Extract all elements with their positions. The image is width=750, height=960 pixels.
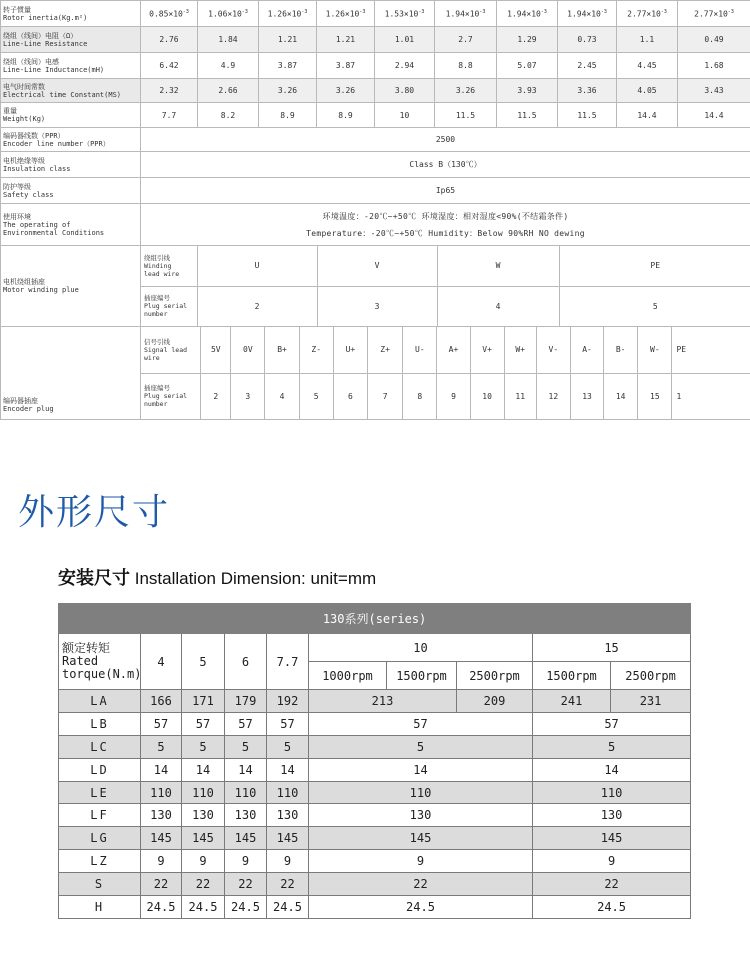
dim-cell: 24.5 [225, 896, 267, 919]
dim-cell: 9 [141, 850, 182, 873]
dim-cell: 9 [267, 850, 309, 873]
row-safety [1, 178, 750, 204]
encoder-wire-cell: 0V [231, 327, 265, 373]
dimension-table [58, 603, 691, 919]
encoder-plug-number: 4 [265, 373, 299, 419]
time-constant-label: 电气时间常数 Electrical time Constant(MS) [1, 79, 141, 103]
weight-cell: 7.7 [141, 103, 198, 128]
encoder-plug-number: 15 [638, 373, 672, 419]
dim-cell: 57 [309, 712, 533, 735]
rpm-cell: 2500rpm [457, 662, 533, 690]
dim-row-label: LE [59, 781, 141, 804]
weight-cell: 8.2 [198, 103, 259, 128]
encoder-wire-cell: W+ [504, 327, 536, 373]
rotor-inertia-cell: $2.77\times 10^{-3}$ [678, 1, 750, 27]
resistance-cell: 0.49 [678, 27, 750, 53]
dim-row-label: H [59, 896, 141, 919]
dim-cell: 145 [309, 827, 533, 850]
subtitle-zh: 安装尺寸 [58, 568, 130, 589]
dim-cell: 241 [533, 690, 611, 713]
encoder-plug-number: 2 [201, 373, 231, 419]
weight-label: 重量 Weight(Kg) [1, 103, 141, 128]
safety-value: Ip65 [141, 178, 750, 204]
dim-cell: 14 [141, 758, 182, 781]
time-constant-cell: 3.26 [259, 79, 317, 103]
dim-row-LZ [59, 850, 691, 873]
dim-cell: 110 [309, 781, 533, 804]
dim-cell: 179 [225, 690, 267, 713]
dim-cell: 5 [141, 735, 182, 758]
encoder-plug-number: 14 [604, 373, 638, 419]
torque-cell: 5 [182, 634, 225, 690]
time-constant-cell: 3.26 [317, 79, 375, 103]
resistance-cell: 1.01 [375, 27, 435, 53]
dim-cell: 9 [225, 850, 267, 873]
encoder-wire-cell: A- [570, 327, 603, 373]
motor-plug-label: 电机绕组插座 Motor winding plue [1, 246, 141, 327]
weight-cell: 10 [375, 103, 435, 128]
encoder-plug-number: 1 [672, 373, 750, 419]
time-constant-cell: 3.80 [375, 79, 435, 103]
dim-cell: 24.5 [182, 896, 225, 919]
motor-plug-number: 5 [559, 286, 750, 326]
dim-cell: 110 [225, 781, 267, 804]
dim-row-label: LB [59, 712, 141, 735]
dim-cell: 130 [533, 804, 691, 827]
dim-cell: 171 [182, 690, 225, 713]
dim-cell: 5 [309, 735, 533, 758]
encoder-wire-cell: V+ [470, 327, 504, 373]
encoder-plug-serial-label: 插座编号 Plug serial number [141, 373, 201, 419]
environment-value [141, 204, 750, 246]
dim-cell: 14 [182, 758, 225, 781]
row-motor-plug [1, 246, 750, 327]
dim-cell: 57 [141, 712, 182, 735]
time-constant-cell: 2.32 [141, 79, 198, 103]
dim-cell: 24.5 [533, 896, 691, 919]
dimension-rows [59, 712, 691, 918]
time-constant-cell: 4.05 [617, 79, 678, 103]
dim-cell: 110 [267, 781, 309, 804]
dim-row-label: S [59, 873, 141, 896]
motor-plug-number: 4 [437, 286, 559, 326]
dim-cell: 5 [533, 735, 691, 758]
rpm-cell: 2500rpm [611, 662, 691, 690]
encoder-wire-row [141, 327, 750, 373]
dim-cell: 130 [309, 804, 533, 827]
dim-cell: 5 [267, 735, 309, 758]
encoder-plug-number: 11 [504, 373, 536, 419]
encoder-lines-label: 编码器线数（PPR） Encoder line number（PPR） [1, 128, 141, 152]
dim-cell: 14 [533, 758, 691, 781]
rotor-inertia-cell: $2.77\times 10^{-3}$ [617, 1, 678, 27]
dim-row-LC [59, 735, 691, 758]
encoder-wire-cell: B- [604, 327, 638, 373]
resistance-cell: 1.29 [497, 27, 558, 53]
encoder-plug-number: 10 [470, 373, 504, 419]
dim-cell: 192 [267, 690, 309, 713]
encoder-wire-cell: U+ [333, 327, 367, 373]
resistance-cell: 1.84 [198, 27, 259, 53]
encoder-number-row [141, 373, 750, 419]
inductance-label: 绕组（线间）电感 Line-Line Inductance(mH) [1, 53, 141, 79]
row-insulation [1, 152, 750, 178]
weight-cell: 11.5 [558, 103, 617, 128]
encoder-plug-number: 7 [367, 373, 402, 419]
dim-row-LD [59, 758, 691, 781]
encoder-plug-number: 8 [403, 373, 437, 419]
motor-wire-cell: V [317, 246, 437, 286]
inductance-cell: 3.87 [259, 53, 317, 79]
dim-row-H [59, 896, 691, 919]
dim-cell: 130 [141, 804, 182, 827]
encoder-plug-number: 9 [437, 373, 470, 419]
rpm-cell: 1000rpm [309, 662, 387, 690]
encoder-wire-cell: 5V [201, 327, 231, 373]
signal-lead-label: 信号引线 Signal lead wire [141, 327, 201, 373]
dim-row-label: LA [59, 690, 141, 713]
motor-wire-cell: U [197, 246, 317, 286]
dim-cell: 14 [267, 758, 309, 781]
dim-row-label: LD [59, 758, 141, 781]
time-constant-cell: 3.43 [678, 79, 750, 103]
weight-cell: 8.9 [259, 103, 317, 128]
encoder-plug-number: 12 [536, 373, 570, 419]
dim-cell: 231 [611, 690, 691, 713]
dim-cell: 145 [225, 827, 267, 850]
dim-cell: 110 [141, 781, 182, 804]
dim-cell: 213 [309, 690, 457, 713]
rated-torque-label: 额定转矩 Rated torque(N.m) [59, 634, 141, 690]
dim-cell: 166 [141, 690, 182, 713]
row-time-constant [1, 79, 750, 103]
resistance-cell: 2.76 [141, 27, 198, 53]
dim-row-LE [59, 781, 691, 804]
encoder-wire-cell: W- [638, 327, 672, 373]
rotor-inertia-cell: $1.94\times 10^{-3}$ [435, 1, 497, 27]
dim-cell: 22 [225, 873, 267, 896]
dim-cell: 9 [182, 850, 225, 873]
resistance-cell: 1.21 [317, 27, 375, 53]
rotor-inertia-cell: $1.06\times 10^{-3}$ [198, 1, 259, 27]
environment-line-zh: 环境温度：-20℃~+50℃ 环境湿度：相对湿度<90%(不结霜条件) [322, 211, 569, 221]
dim-cell: 209 [457, 690, 533, 713]
dim-cell: 9 [309, 850, 533, 873]
dim-cell: 5 [225, 735, 267, 758]
insulation-value: Class B（130℃） [141, 152, 750, 178]
time-constant-cell: 3.26 [435, 79, 497, 103]
inductance-cell: 6.42 [141, 53, 198, 79]
subtitle-en: Installation Dimension: unit=mm [130, 569, 377, 588]
encoder-wire-cell: B+ [265, 327, 299, 373]
inductance-cell: 4.9 [198, 53, 259, 79]
inductance-cell: 4.45 [617, 53, 678, 79]
rotor-inertia-cell: $1.26\times 10^{-3}$ [259, 1, 317, 27]
encoder-plug-number: 3 [231, 373, 265, 419]
dim-row-label: LG [59, 827, 141, 850]
inductance-cell: 2.94 [375, 53, 435, 79]
torque-cell: 10 [309, 634, 533, 662]
dim-cell: 22 [309, 873, 533, 896]
dim-cell: 145 [267, 827, 309, 850]
dim-cell: 24.5 [309, 896, 533, 919]
spec-table [0, 0, 750, 420]
environment-label: 使用环境 The operating of Environmental Conditions [1, 204, 141, 246]
rotor-inertia-cell: $1.94\times 10^{-3}$ [558, 1, 617, 27]
rpm-cell: 1500rpm [387, 662, 457, 690]
encoder-wire-cell: PE [672, 327, 750, 373]
dim-row-LF [59, 804, 691, 827]
dim-cell: 9 [533, 850, 691, 873]
dim-cell: 22 [267, 873, 309, 896]
dim-row-label: LZ [59, 850, 141, 873]
dim-row-LA [59, 690, 691, 713]
weight-cell: 11.5 [435, 103, 497, 128]
insulation-label: 电机绝缘等级 Insulation class [1, 152, 141, 178]
torque-header-row [59, 634, 691, 662]
section-title: 外形尺寸 [18, 492, 171, 533]
row-resistance [1, 27, 750, 53]
dim-cell: 110 [533, 781, 691, 804]
weight-cell: 14.4 [617, 103, 678, 128]
inductance-cell: 5.07 [497, 53, 558, 79]
inductance-cell: 8.8 [435, 53, 497, 79]
dim-cell: 24.5 [267, 896, 309, 919]
resistance-cell: 1.21 [259, 27, 317, 53]
row-weight [1, 103, 750, 128]
encoder-plug-number: 5 [299, 373, 333, 419]
dim-row-S [59, 873, 691, 896]
dim-cell: 22 [182, 873, 225, 896]
resistance-cell: 1.1 [617, 27, 678, 53]
dim-cell: 57 [182, 712, 225, 735]
resistance-cell: 0.73 [558, 27, 617, 53]
dim-cell: 145 [182, 827, 225, 850]
encoder-plug-number: 6 [333, 373, 367, 419]
torque-cell: 4 [141, 634, 182, 690]
dim-cell: 145 [141, 827, 182, 850]
encoder-wire-cell: Z- [299, 327, 333, 373]
series-header: 130系列(series) [59, 604, 691, 634]
dim-cell: 5 [182, 735, 225, 758]
motor-wire-cell: PE [559, 246, 750, 286]
inductance-cell: 2.45 [558, 53, 617, 79]
rotor-inertia-cell: $1.26\times 10^{-3}$ [317, 1, 375, 27]
encoder-plug-number: 13 [570, 373, 603, 419]
rotor-inertia-cell: $1.53\times 10^{-3}$ [375, 1, 435, 27]
encoder-wire-cell: A+ [437, 327, 470, 373]
torque-cell: 7.7 [267, 634, 309, 690]
row-inductance [1, 53, 750, 79]
motor-plug-number: 3 [317, 286, 437, 326]
rotor-inertia-cell: $0.85\times 10^{-3}$ [141, 1, 198, 27]
torque-cell: 6 [225, 634, 267, 690]
row-encoder-lines [1, 128, 750, 152]
rotor-inertia-label: 转子惯量 Rotor inertia(Kg.m²) [1, 1, 141, 27]
rotor-inertia-cell: $1.94\times 10^{-3}$ [497, 1, 558, 27]
motor-plug-number: 2 [197, 286, 317, 326]
series-header-row [59, 604, 691, 634]
inductance-cell: 3.87 [317, 53, 375, 79]
dim-row-label: LF [59, 804, 141, 827]
row-rotor-inertia [1, 1, 750, 27]
dim-cell: 22 [141, 873, 182, 896]
dim-cell: 22 [533, 873, 691, 896]
dim-cell: 57 [267, 712, 309, 735]
dim-row-LB [59, 712, 691, 735]
installation-dimension-title [58, 564, 376, 590]
row-encoder-plug [1, 327, 750, 420]
encoder-lines-value: 2500 [141, 128, 750, 152]
resistance-label: 绕组（线间）电阻（Ω） Line-Line Resistance [1, 27, 141, 53]
winding-lead-label: 绕组引线 Winding lead wire [141, 246, 197, 286]
encoder-wire-cell: Z+ [367, 327, 402, 373]
dim-cell: 57 [533, 712, 691, 735]
resistance-cell: 2.7 [435, 27, 497, 53]
dim-cell: 130 [267, 804, 309, 827]
weight-cell: 14.4 [678, 103, 750, 128]
dim-row-LG [59, 827, 691, 850]
environment-line-en: Temperature：-20℃~+50℃ Humidity：Below 90%RH NO dewing [306, 228, 585, 238]
safety-label: 防护等级 Safety class [1, 178, 141, 204]
rpm-cell: 1500rpm [533, 662, 611, 690]
dim-cell: 24.5 [141, 896, 182, 919]
dim-cell: 130 [182, 804, 225, 827]
torque-cell: 15 [533, 634, 691, 662]
weight-cell: 8.9 [317, 103, 375, 128]
dim-row-label: LC [59, 735, 141, 758]
time-constant-cell: 2.66 [198, 79, 259, 103]
dim-cell: 14 [309, 758, 533, 781]
encoder-plug-grid [141, 327, 750, 420]
dim-cell: 110 [182, 781, 225, 804]
time-constant-cell: 3.93 [497, 79, 558, 103]
dim-cell: 130 [225, 804, 267, 827]
encoder-wire-cell: U- [403, 327, 437, 373]
row-environment [1, 204, 750, 246]
motor-plug-serial-label: 插座编号 Plug serial number [141, 286, 197, 326]
encoder-plug-label: 编码器插座 Encoder plug [1, 327, 141, 420]
time-constant-cell: 3.36 [558, 79, 617, 103]
inductance-cell: 1.68 [678, 53, 750, 79]
weight-cell: 11.5 [497, 103, 558, 128]
dim-cell: 145 [533, 827, 691, 850]
dim-cell: 57 [225, 712, 267, 735]
motor-plug-grid [141, 246, 750, 327]
motor-wire-cell: W [437, 246, 559, 286]
dim-cell: 14 [225, 758, 267, 781]
encoder-wire-cell: V- [536, 327, 570, 373]
